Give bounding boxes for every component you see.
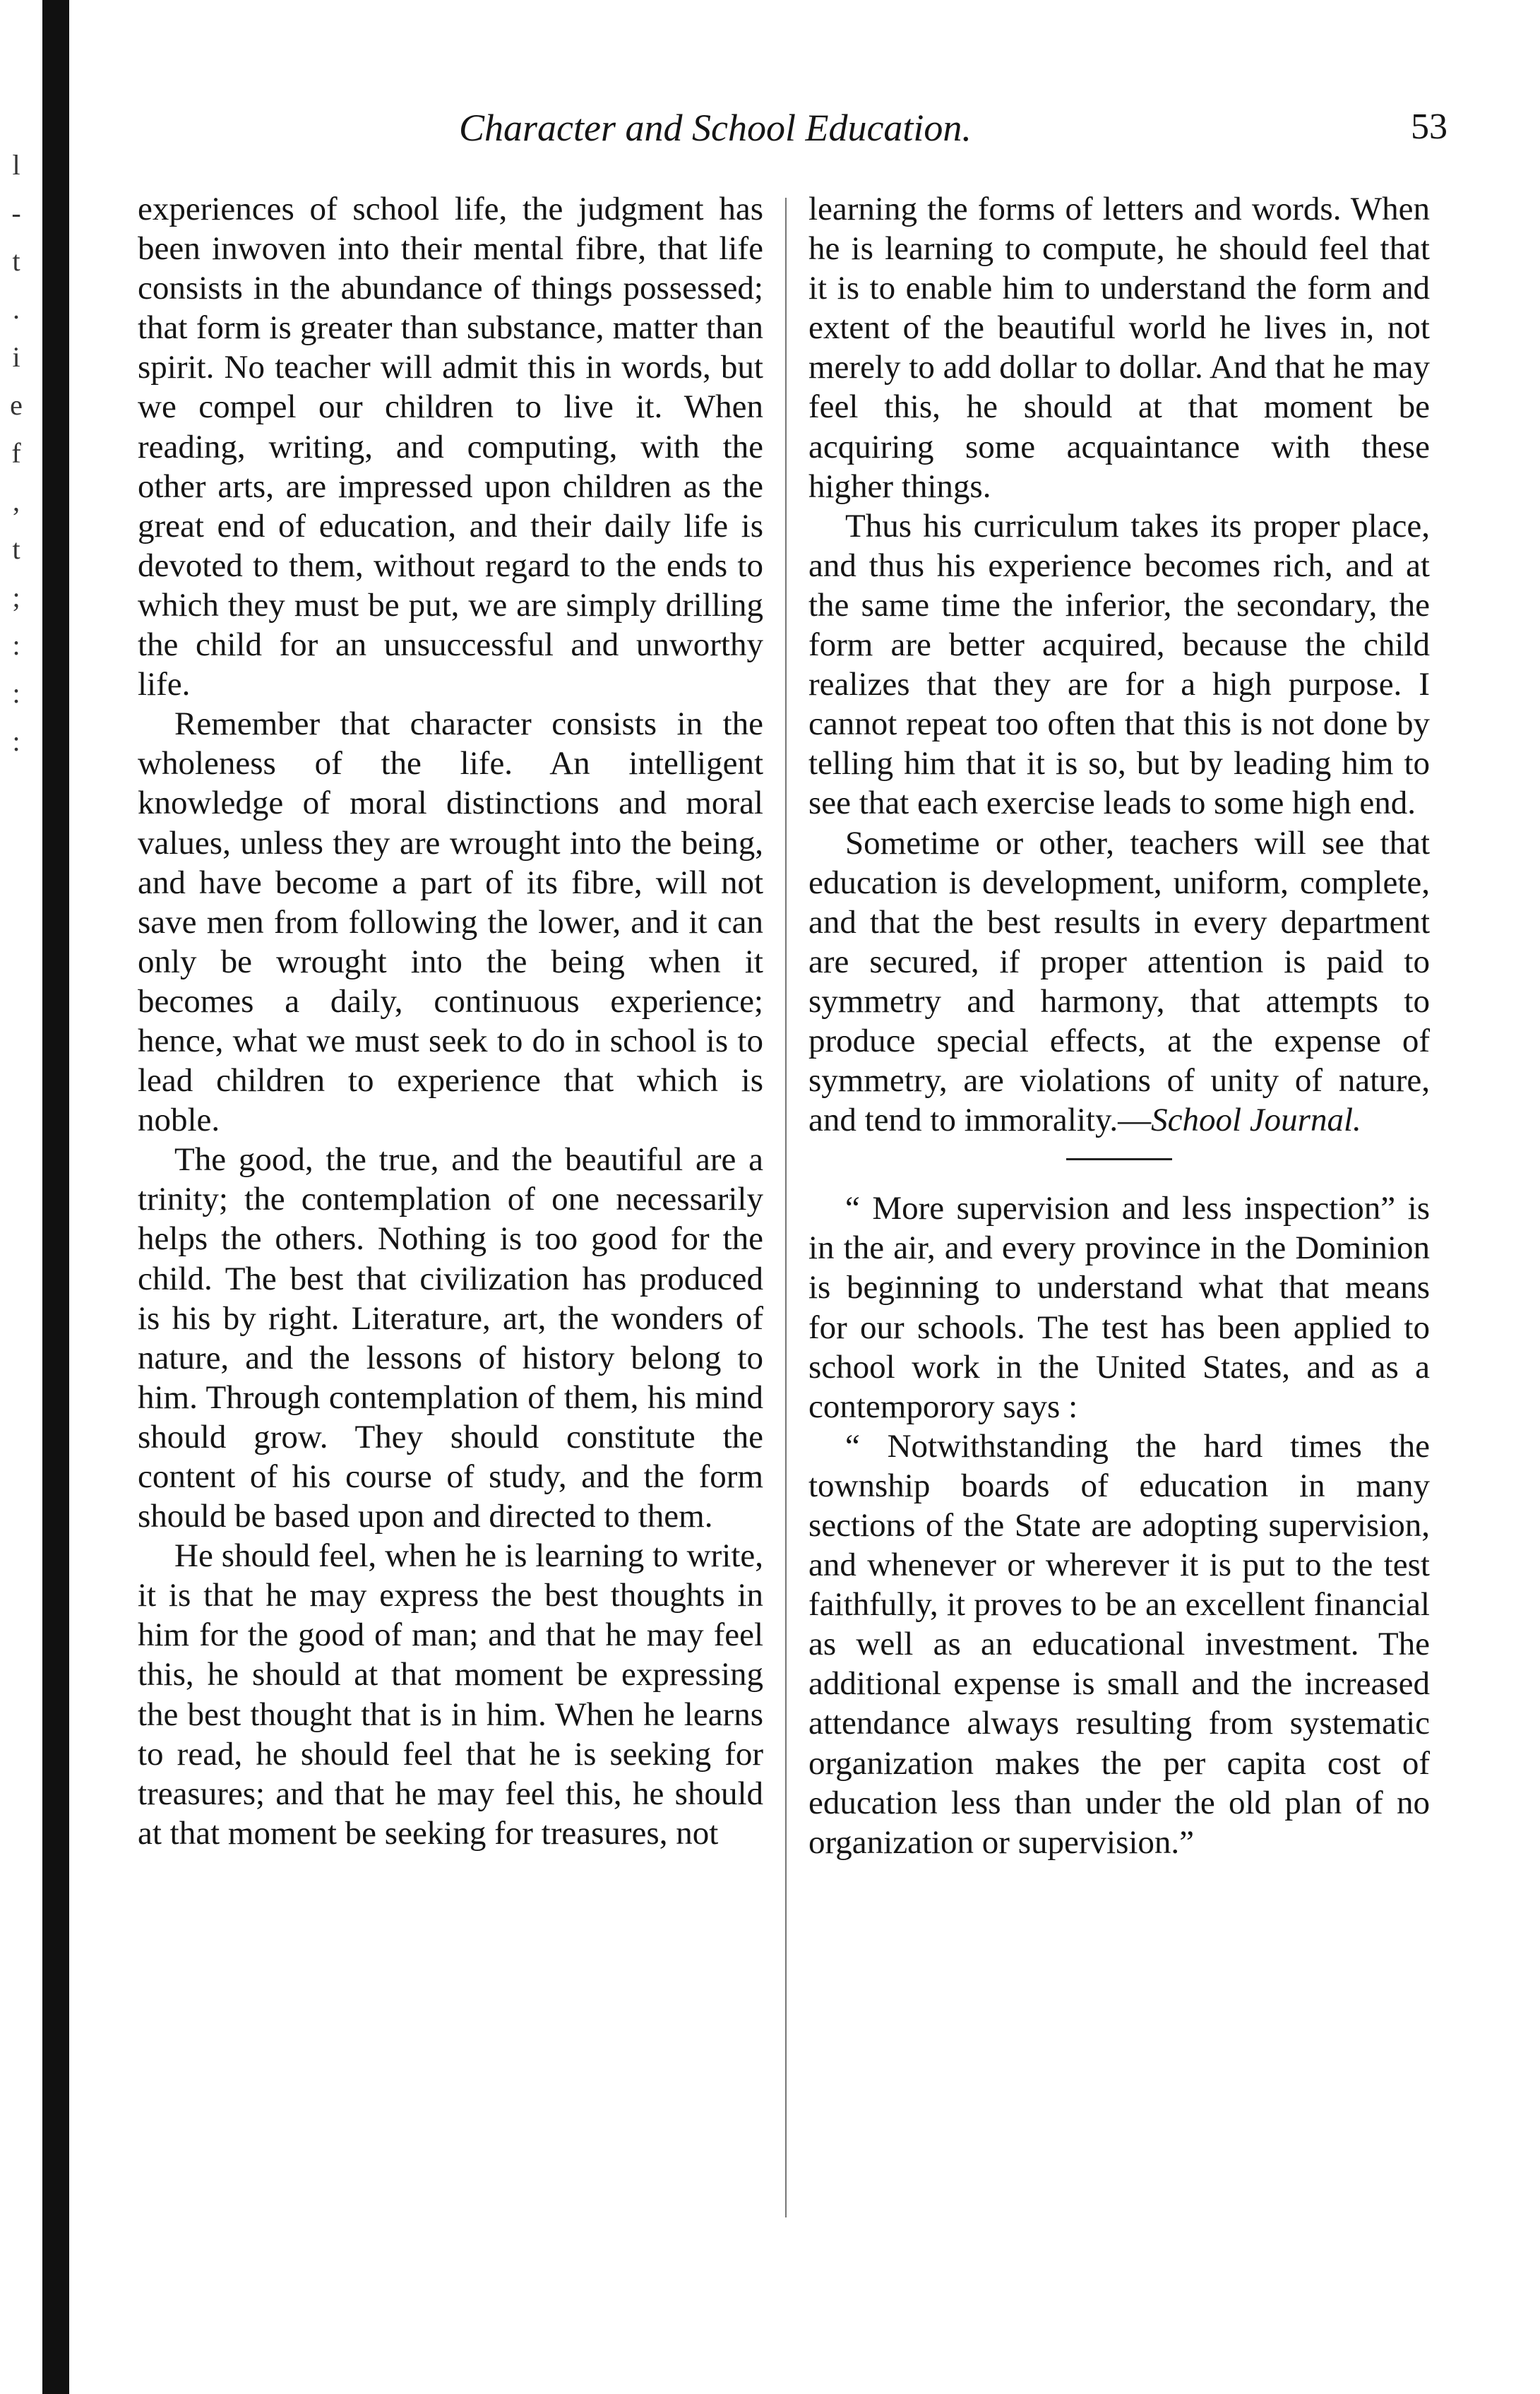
margin-mark: e bbox=[10, 389, 23, 421]
margin-mark: f bbox=[11, 437, 21, 469]
section-rule bbox=[1066, 1158, 1172, 1160]
binding-edge bbox=[42, 0, 69, 2394]
margin-mark: - bbox=[11, 197, 21, 229]
right-column bbox=[808, 189, 1430, 1862]
column-divider bbox=[785, 198, 787, 2217]
margin-mark: ; bbox=[12, 581, 20, 613]
paragraph: “ Notwithstanding the hard times the township boards of education in many sections of the State are adopting supervision, and whenever or wherever it is put to the test faithfully, it proves to be an excellent financial as well as an educational investment. The additional expense is small and the increased attendance always resulting from systematic organization makes the per capita cost of education less than under the old plan of no organization or supervision.” bbox=[808, 1427, 1430, 1861]
margin-mark: l bbox=[12, 149, 20, 181]
paragraph: Thus his curriculum takes its proper place, and thus his experience becomes rich, and at the same time the inferior, the secondary, the form are better acquired, because the child realizes that they are for a high purpose. I cannot repeat too often that this is not done by telling him that it is so, but by leading him to see that each exercise leads to some high end. bbox=[808, 507, 1430, 822]
margin-mark: : bbox=[12, 725, 20, 757]
margin-mark: : bbox=[12, 629, 20, 661]
margin-mark: t bbox=[12, 245, 20, 277]
margin-mark: t bbox=[12, 533, 20, 565]
paragraph: learning the forms of letters and words. When he is learning to compute, he should feel that it is to enable him to understand the form and extent of the beautiful world he lives in, not merely to add dollar to dollar. And that he may feel this, he should at that moment be acquiring some acquaintance with these higher things. bbox=[808, 191, 1430, 505]
source-citation: School Journal. bbox=[1151, 1102, 1361, 1139]
paragraph bbox=[808, 823, 1430, 1141]
paragraph: The good, the true, and the beautiful are a trinity; the contemplation of one necessarily helps the others. Nothing is too good for the child. The best that civilization has produced is his by right. Literature, art, the wonders of nature, and the lessons of history belong to him. Through contemplation of them, his mind should grow. They should constitute the content of his course of study, and the form should be based upon and directed to them. bbox=[138, 1141, 763, 1535]
running-title: Character and School Education. bbox=[459, 107, 972, 149]
page-number: 53 bbox=[1411, 107, 1448, 147]
margin-mark: . bbox=[13, 293, 20, 325]
margin-mark: , bbox=[13, 485, 20, 517]
paragraph: “ More supervision and less inspection” is in the air, and every province in the Dominion is beginning to understand what that means for our schools. The test has been applied to school work in the United States, and as a contemporory says : bbox=[808, 1190, 1430, 1425]
paragraph: He should feel, when he is learning to write, it is that he may express the best thoughts in him for the good of man; and that he may feel this, he should at that moment be expressing the best thought that is in him. When he learns to read, he should feel that he is seeking for treasures; and that he may feel this, he should at that moment be seeking for treasures, not bbox=[138, 1537, 763, 1852]
paragraph-text: Sometime or other, teachers will see that education is development, uniform, complete, and that the best results in every department are secured, if proper attention is paid to symmetry and harmony, that attempts to produce special effects, at the expense of symmetry, are violations of unity of nature, and tend to immorality.— bbox=[808, 824, 1430, 1139]
margin-mark: i bbox=[12, 341, 20, 373]
paragraph: Remember that character consists in the wholeness of the life. An intelligent knowledge of moral distinctions and moral values, unless they are wrought into the being, and have become a part of its fibre, will not save men from following the lower, and it can only be wrought into the being when it becomes a daily, continuous experience; hence, what we must seek to do in school is to lead children to experience that which is noble. bbox=[138, 705, 763, 1139]
margin-marks bbox=[0, 141, 32, 766]
left-column bbox=[138, 189, 763, 1853]
margin-mark: : bbox=[12, 677, 20, 709]
paragraph: experiences of school life, the judgment has been inwoven into their mental fibre, that life consists in the abundance of things possessed; that form is greater than substance, matter than spirit. No teacher will admit this in words, but we compel our children to live it. When reading, writing, and computing, with the other arts, are impressed upon children as the great end of education, and their daily life is devoted to them, without regard to the ends to which they must be put, we are simply drilling the child for an unsuccessful and unworthy life. bbox=[138, 191, 763, 703]
running-header bbox=[459, 106, 1448, 162]
